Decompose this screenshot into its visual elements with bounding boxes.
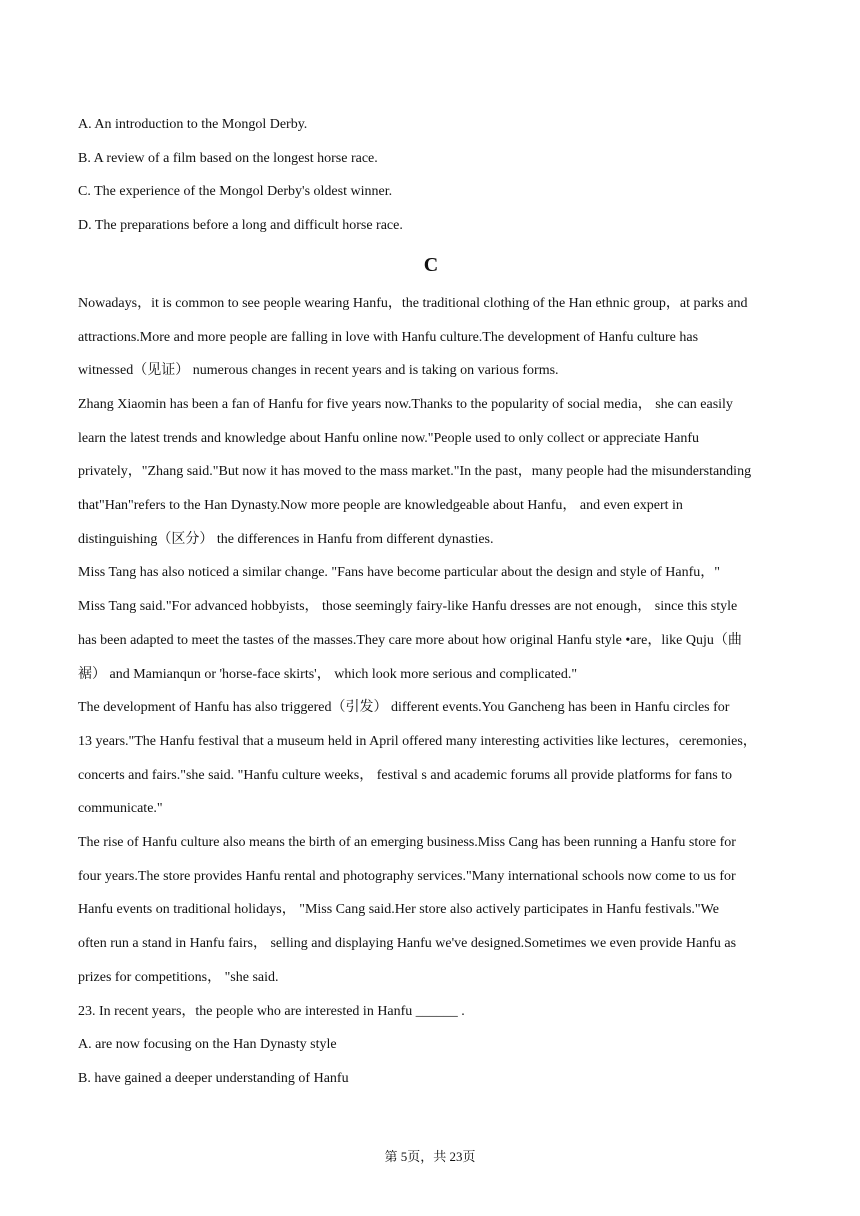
passage-line: attractions.More and more people are falling in love with Hanfu culture.The development of Hanfu culture has: [78, 329, 699, 345]
passage-line: Zhang Xiaomin has been a fan of Hanfu for five years now.Thanks to the popularity of social media， she can easily: [78, 396, 733, 412]
option-b: B. A review of a film based on the longest horse race.: [78, 150, 378, 166]
passage-line: 裾） and Mamianqun or 'horse-face skirts'， which look more serious and complicated.": [78, 666, 578, 682]
passage-line: has been adapted to meet the tastes of the masses.They care more about how original Hanfu style •are，like Quju（曲: [78, 632, 742, 648]
option-a: A. An introduction to the Mongol Derby.: [78, 117, 308, 132]
passage-line: concerts and fairs."she said. "Hanfu culture weeks， festival s and academic forums all provide platforms for fans to: [78, 767, 733, 783]
passage-line: four years.The store provides Hanfu rental and photography services."Many international schools now come to us for: [78, 868, 736, 884]
passage-line: learn the latest trends and knowledge about Hanfu online now."People used to only collect or appreciate Hanfu: [78, 430, 699, 446]
passage-line: Hanfu events on traditional holidays， "Miss Cang said.Her store also actively participates in Hanfu festivals."We: [78, 902, 719, 918]
passage: [78, 287, 784, 995]
question-23: [78, 995, 784, 1096]
page-footer: [0, 1148, 860, 1166]
option-c: C. The experience of the Mongol Derby's oldest winner.: [78, 184, 393, 200]
option-d: D. The preparations before a long and difficult horse race.: [78, 218, 403, 234]
previous-question-options: [78, 108, 784, 243]
passage-line: witnessed（见证） numerous changes in recent years and is taking on various forms.: [78, 363, 559, 379]
question-option-a: A. are now focusing on the Han Dynasty style: [78, 1037, 337, 1053]
passage-line: distinguishing（区分） the differences in Hanfu from different dynasties.: [78, 531, 494, 547]
passage-line: Nowadays，it is common to see people wearing Hanfu，the traditional clothing of the Han ethnic group，at parks and: [78, 295, 748, 311]
passage-line: The rise of Hanfu culture also means the birth of an emerging business.Miss Cang has been running a Hanfu store for: [78, 835, 736, 851]
section-title: C: [423, 253, 439, 276]
question-stem: 23. In recent years，the people who are interested in Hanfu ______ .: [78, 1003, 465, 1019]
passage-line: Miss Tang has also noticed a similar change. "Fans have become particular about the design and style of Hanfu，": [78, 565, 720, 581]
page-content: [78, 108, 784, 1096]
passage-line: Miss Tang said."For advanced hobbyists， those seemingly fairy-like Hanfu dresses are not enough， since this style: [78, 599, 738, 615]
passage-line: The development of Hanfu has also triggered（引发） different events.You Gancheng has been in Hanfu circles for: [78, 700, 730, 716]
passage-line: privately，"Zhang said."But now it has moved to the mass market."In the past，many people had the misunderstanding: [78, 464, 752, 480]
page-number: 第 5页，共 23页: [384, 1149, 476, 1164]
passage-line: 13 years."The Hanfu festival that a museum held in April offered many interesting activities like lectures，ceremonies，: [78, 733, 757, 749]
passage-line: communicate.": [78, 801, 163, 817]
question-option-b: B. have gained a deeper understanding of Hanfu: [78, 1070, 349, 1086]
passage-line: often run a stand in Hanfu fairs， selling and displaying Hanfu we've designed.Sometimes we even provide Hanfu as: [78, 936, 737, 952]
passage-line: prizes for competitions， "she said.: [78, 969, 279, 985]
passage-line: that"Han"refers to the Han Dynasty.Now more people are knowledgeable about Hanfu， and even expert in: [78, 498, 683, 514]
